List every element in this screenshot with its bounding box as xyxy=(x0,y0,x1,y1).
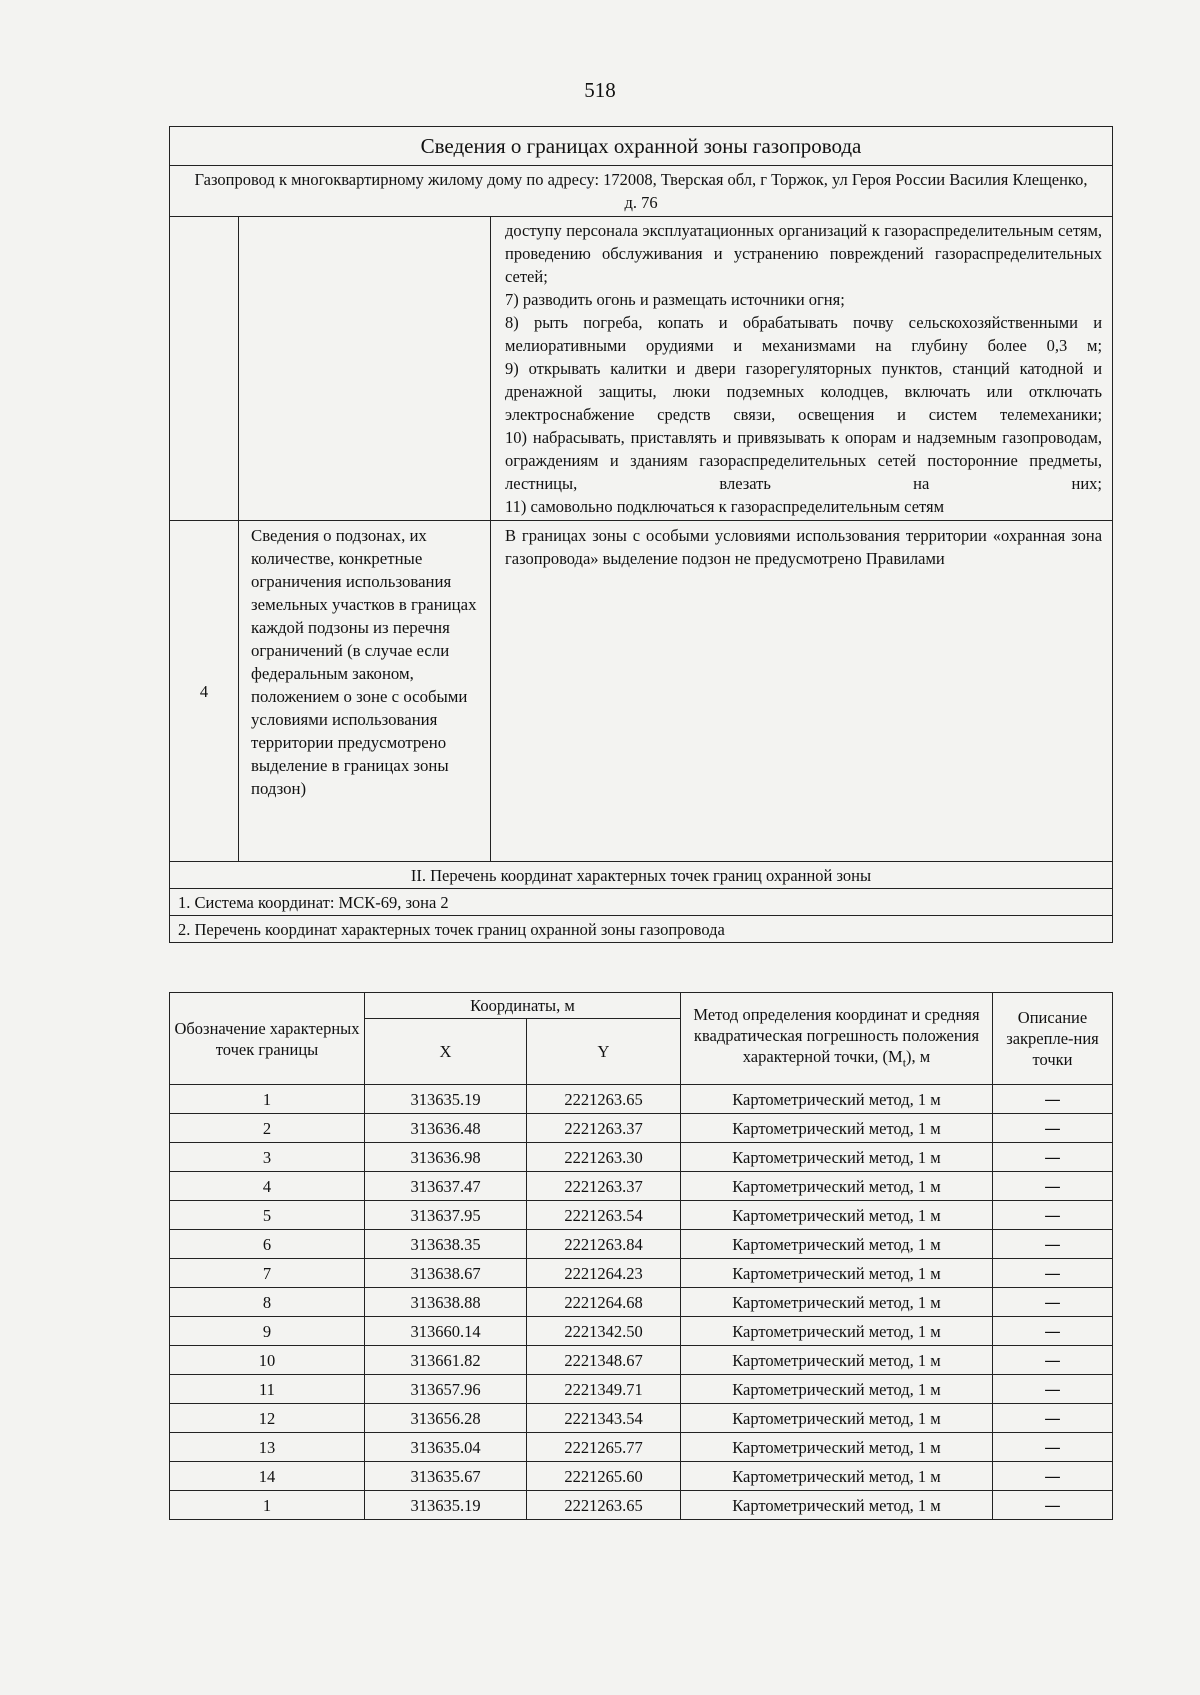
coord-y: 2221263.30 xyxy=(527,1143,681,1172)
point-description: — xyxy=(993,1433,1113,1462)
coord-y: 2221263.37 xyxy=(527,1114,681,1143)
method: Картометрический метод, 1 м xyxy=(681,1346,993,1375)
coord-y: 2221263.84 xyxy=(527,1230,681,1259)
coord-y: 2221265.60 xyxy=(527,1462,681,1491)
point-number: 1 xyxy=(170,1491,365,1520)
coord-y: 2221349.71 xyxy=(527,1375,681,1404)
method: Картометрический метод, 1 м xyxy=(681,1230,993,1259)
col-header-description: Описание закрепле-ния точки xyxy=(993,993,1113,1085)
point-number: 14 xyxy=(170,1462,365,1491)
point-description: — xyxy=(993,1462,1113,1491)
coord-x: 313635.19 xyxy=(365,1491,527,1520)
point-description: — xyxy=(993,1114,1113,1143)
point-description: — xyxy=(993,1288,1113,1317)
table-row xyxy=(170,1143,1113,1172)
coord-y: 2221264.23 xyxy=(527,1259,681,1288)
coord-y: 2221264.68 xyxy=(527,1288,681,1317)
restriction-paragraph: 7) разводить огонь и размещать источники огня; xyxy=(505,290,845,309)
coord-y: 2221265.77 xyxy=(527,1433,681,1462)
method: Картометрический метод, 1 м xyxy=(681,1143,993,1172)
table-row xyxy=(170,1491,1113,1520)
table-row xyxy=(170,1375,1113,1404)
table-row xyxy=(170,1404,1113,1433)
point-description: — xyxy=(993,1143,1113,1172)
point-number: 2 xyxy=(170,1114,365,1143)
col-header-coordinates: Координаты, м xyxy=(365,993,681,1019)
coord-x: 313637.95 xyxy=(365,1201,527,1230)
row-label-empty xyxy=(239,217,491,521)
method: Картометрический метод, 1 м xyxy=(681,1085,993,1114)
method: Картометрический метод, 1 м xyxy=(681,1433,993,1462)
restrictions-row xyxy=(170,217,1113,521)
table-row xyxy=(170,1085,1113,1114)
table-row xyxy=(170,1462,1113,1491)
subzones-row xyxy=(170,521,1113,862)
table-row xyxy=(170,1114,1113,1143)
point-description: — xyxy=(993,1230,1113,1259)
table-row xyxy=(170,1317,1113,1346)
restriction-paragraph: 8) рыть погреба, копать и обрабатывать почву сельскохозяйственными и мелиоративными орудиями и механизмами на глубину более 0,3 м; xyxy=(505,313,1103,355)
point-number: 3 xyxy=(170,1143,365,1172)
restriction-paragraph: 9) открывать калитки и двери газорегуляторных пунктов, станций катодной и дренажной защиты, люки подземных колодцев, включать или отключать электроснабжение средств связи, освещения и систем телемеханики; xyxy=(505,359,1103,424)
coord-x: 313656.28 xyxy=(365,1404,527,1433)
point-number: 10 xyxy=(170,1346,365,1375)
coord-x: 313635.19 xyxy=(365,1085,527,1114)
coord-x: 313636.98 xyxy=(365,1143,527,1172)
point-number: 1 xyxy=(170,1085,365,1114)
row-number: 4 xyxy=(170,521,239,862)
method: Картометрический метод, 1 м xyxy=(681,1491,993,1520)
restrictions-text xyxy=(491,217,1113,521)
zone-info-table xyxy=(169,126,1113,943)
col-header-point: Обозначение характерных точек границы xyxy=(170,993,365,1085)
coord-x: 313638.88 xyxy=(365,1288,527,1317)
point-number: 13 xyxy=(170,1433,365,1462)
point-number: 5 xyxy=(170,1201,365,1230)
coord-y: 2221263.65 xyxy=(527,1491,681,1520)
table-row xyxy=(170,1433,1113,1462)
point-description: — xyxy=(993,1491,1113,1520)
col-header-x: X xyxy=(365,1019,527,1085)
col-header-method: Метод определения координат и средняя квадратическая погрешность положения характерной точки, $(M_t)$, м xyxy=(681,993,993,1085)
subzones-value: В границах зоны с особыми условиями использования территории «охранная зона газопровода» выделение подзон не предусмотрено Правилами xyxy=(491,521,1113,862)
point-number: 9 xyxy=(170,1317,365,1346)
point-description: — xyxy=(993,1404,1113,1433)
coord-x: 313660.14 xyxy=(365,1317,527,1346)
coord-x: 313661.82 xyxy=(365,1346,527,1375)
coord-x: 313637.47 xyxy=(365,1172,527,1201)
coord-y: 2221263.37 xyxy=(527,1172,681,1201)
method: Картометрический метод, 1 м xyxy=(681,1172,993,1201)
section-2-title: II. Перечень координат характерных точек границ охранной зоны xyxy=(170,862,1113,889)
table-row xyxy=(170,1201,1113,1230)
method: Картометрический метод, 1 м xyxy=(681,1288,993,1317)
point-description: — xyxy=(993,1085,1113,1114)
method: Картометрический метод, 1 м xyxy=(681,1404,993,1433)
method: Картометрический метод, 1 м xyxy=(681,1259,993,1288)
document-title: Сведения о границах охранной зоны газопровода xyxy=(170,127,1113,166)
point-description: — xyxy=(993,1201,1113,1230)
point-number: 12 xyxy=(170,1404,365,1433)
point-description: — xyxy=(993,1375,1113,1404)
point-number: 6 xyxy=(170,1230,365,1259)
point-number: 11 xyxy=(170,1375,365,1404)
table-row xyxy=(170,1288,1113,1317)
method: Картометрический метод, 1 м xyxy=(681,1201,993,1230)
coordinate-list-title: 2. Перечень координат характерных точек границ охранной зоны газопровода xyxy=(170,916,1113,943)
table-row xyxy=(170,1259,1113,1288)
row-number xyxy=(170,217,239,521)
point-number: 8 xyxy=(170,1288,365,1317)
coord-y: 2221263.54 xyxy=(527,1201,681,1230)
coord-x: 313638.35 xyxy=(365,1230,527,1259)
point-number: 7 xyxy=(170,1259,365,1288)
table-row xyxy=(170,1172,1113,1201)
coord-x: 313635.04 xyxy=(365,1433,527,1462)
method: Картометрический метод, 1 м xyxy=(681,1375,993,1404)
point-description: — xyxy=(993,1259,1113,1288)
point-description: — xyxy=(993,1172,1113,1201)
restriction-paragraph: доступу персонала эксплуатационных организаций к газораспределительным сетям, проведению обслуживания и устранению повреждений газораспределительных сетей; xyxy=(505,221,1103,286)
subzones-label: Сведения о подзонах, их количестве, конкретные ограничения использования земельных участков в границах каждой подзоны из перечня ограничений (в случае если федеральным законом, положением о зоне с особыми условиями использования территории предусмотрено выделение в границах зоны подзон) xyxy=(239,521,491,862)
page-number: 518 xyxy=(584,78,616,102)
table-row xyxy=(170,1346,1113,1375)
coord-y: 2221342.50 xyxy=(527,1317,681,1346)
point-description: — xyxy=(993,1317,1113,1346)
method: Картометрический метод, 1 м xyxy=(681,1462,993,1491)
table-row xyxy=(170,1230,1113,1259)
coordinate-system: 1. Система координат: МСК-69, зона 2 xyxy=(170,889,1113,916)
coord-x: 313636.48 xyxy=(365,1114,527,1143)
coord-x: 313635.67 xyxy=(365,1462,527,1491)
restriction-paragraph: 10) набрасывать, приставлять и привязывать к опорам и надземным газопроводам, ограждениям и зданиям газораспределительных сетей посторонние предметы, лестницы, влезать на них; xyxy=(505,428,1103,493)
coord-y: 2221343.54 xyxy=(527,1404,681,1433)
method: Картометрический метод, 1 м xyxy=(681,1317,993,1346)
restriction-paragraph: 11) самовольно подключаться к газораспределительным сетям xyxy=(505,497,945,516)
col-header-y: Y xyxy=(527,1019,681,1085)
point-number: 4 xyxy=(170,1172,365,1201)
coord-y: 2221263.65 xyxy=(527,1085,681,1114)
coord-x: 313657.96 xyxy=(365,1375,527,1404)
method: Картометрический метод, 1 м xyxy=(681,1114,993,1143)
coordinates-table xyxy=(169,992,1113,1520)
document-subtitle: Газопровод к многоквартирному жилому дому по адресу: 172008, Тверская обл, г Торжок, ул Героя России Василия Клещенко, д. 76 xyxy=(170,166,1113,217)
point-description: — xyxy=(993,1346,1113,1375)
coord-x: 313638.67 xyxy=(365,1259,527,1288)
coord-y: 2221348.67 xyxy=(527,1346,681,1375)
